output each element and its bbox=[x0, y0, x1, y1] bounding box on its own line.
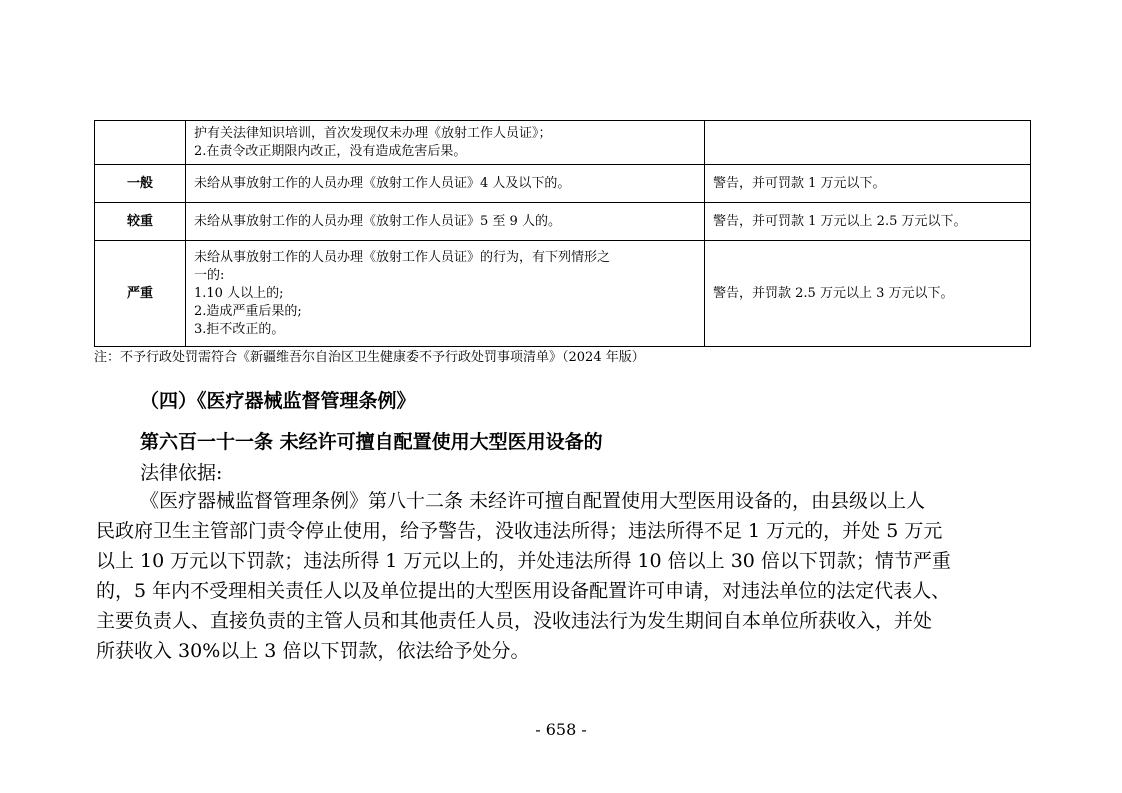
condition-cell bbox=[186, 203, 705, 241]
level-cell: 严重 bbox=[95, 241, 186, 347]
condition-line: 2.在责令改正期限内改正，没有造成危害后果。 bbox=[194, 143, 467, 159]
body-line: 主要负责人、直接负责的主管人员和其他责任人员，没收违法行为发生期间自本单位所获收入，并处 bbox=[96, 610, 933, 632]
table-note: 注：不予行政处罚需符合《新疆维吾尔自治区卫生健康委不予行政处罚事项清单》（2024 年版） bbox=[94, 350, 645, 365]
penalty-cell bbox=[705, 121, 1031, 165]
table-row bbox=[95, 241, 1031, 347]
condition-line: 护有关法律知识培训，首次发现仅未办理《放射工作人员证》； bbox=[194, 125, 552, 141]
condition-cell bbox=[186, 241, 705, 347]
table-row bbox=[95, 121, 1031, 165]
body-line: 以上 10 万元以下罚款；违法所得 1 万元以上的，并处违法所得 10 倍以上 30 倍以下罚款；情节严重 bbox=[96, 550, 951, 572]
penalty-cell: 警告，并罚款 2.5 万元以上 3 万元以下。 bbox=[705, 241, 1031, 347]
level-cell: 较重 bbox=[95, 203, 186, 241]
condition-cell bbox=[186, 121, 705, 165]
condition-line: 一的: bbox=[194, 267, 225, 283]
section-title: （四）《医疗器械监督管理条例》 bbox=[140, 390, 416, 412]
body-line: 《医疗器械监督管理条例》第八十二条 未经许可擅自配置使用大型医用设备的，由县级以上人 bbox=[140, 490, 926, 512]
legal-basis-text bbox=[96, 486, 1032, 666]
condition-line: 未给从事放射工作的人员办理《放射工作人员证》4 人及以下的。 bbox=[194, 175, 571, 191]
condition-line: 2.造成严重后果的; bbox=[194, 303, 302, 319]
legal-basis-label: 法律依据: bbox=[140, 462, 223, 484]
level-cell bbox=[95, 121, 186, 165]
article-title: 第六百一十一条 未经许可擅自配置使用大型医用设备的 bbox=[140, 431, 603, 453]
table-row bbox=[95, 203, 1031, 241]
penalty-table bbox=[94, 120, 1031, 347]
condition-cell bbox=[186, 165, 705, 203]
penalty-cell: 警告，并可罚款 1 万元以上 2.5 万元以下。 bbox=[705, 203, 1031, 241]
body-line: 民政府卫生主管部门责令停止使用，给予警告，没收违法所得；违法所得不足 1 万元的，并处 5 万元 bbox=[96, 520, 943, 542]
penalty-cell: 警告，并可罚款 1 万元以下。 bbox=[705, 165, 1031, 203]
condition-line: 未给从事放射工作的人员办理《放射工作人员证》的行为，有下列情形之 bbox=[194, 249, 611, 265]
condition-line: 1.10 人以上的; bbox=[194, 285, 284, 301]
page-number: - 658 - bbox=[535, 720, 587, 739]
body-line: 的，5 年内不受理相关责任人以及单位提出的大型医用设备配置许可申请，对违法单位的法定代表人、 bbox=[96, 580, 951, 602]
level-cell: 一般 bbox=[95, 165, 186, 203]
condition-line: 未给从事放射工作的人员办理《放射工作人员证》5 至 9 人的。 bbox=[194, 213, 561, 229]
body-line: 所获收入 30%以上 3 倍以下罚款，依法给予处分。 bbox=[96, 640, 530, 662]
table-row bbox=[95, 165, 1031, 203]
condition-line: 3.拒不改正的。 bbox=[194, 321, 285, 337]
